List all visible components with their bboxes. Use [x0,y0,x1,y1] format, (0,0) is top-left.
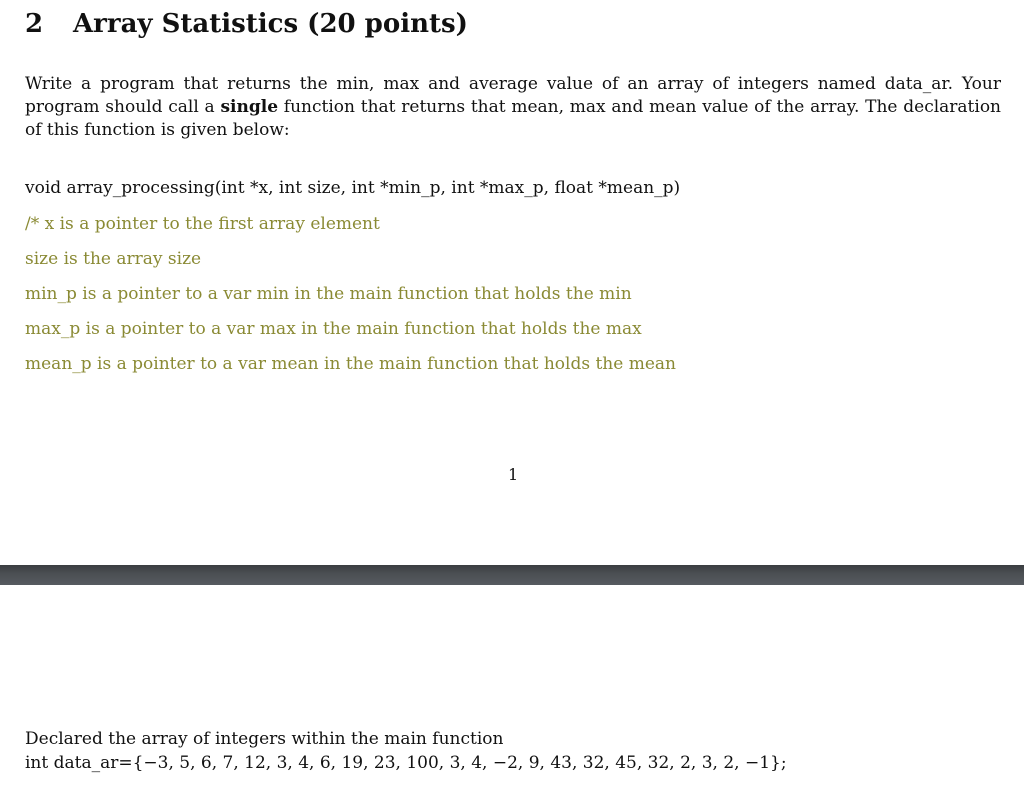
page-divider [0,565,1024,585]
section-title: Array Statistics (20 points) [73,9,468,39]
problem-description [25,73,1001,142]
array-declaration-note: Declared the array of integers within the main function [25,729,504,749]
description-text-1: Write a program that returns the min, max and average value of an array of integers named data_ar. Your program should call a [25,74,1001,117]
comment-line-2: size is the array size [25,249,202,269]
section-number: 2 [25,9,44,39]
description-bold-word: single [220,97,279,117]
array-declaration-code: int data_ar={−3, 5, 6, 7, 12, 3, 4, 6, 19, 23, 100, 3, 4, −2, 9, 43, 32, 45, 32, 2, 3, 2, −1}; [25,753,787,773]
description-text-2: function that returns that mean, max and mean value of the array. The declaration of this function is given below: [25,97,1002,140]
function-declaration: void array_processing(int *x, int size, int *min_p, int *max_p, float *mean_p) [25,178,681,198]
comment-line-1: /* x is a pointer to the first array element [25,214,380,234]
page-number: 1 [508,465,519,484]
comment-line-3: min_p is a pointer to a var min in the main function that holds the min [25,284,632,304]
comment-line-4: max_p is a pointer to a var max in the main function that holds the max [25,319,642,339]
comment-line-5: mean_p is a pointer to a var mean in the main function that holds the mean [25,354,676,374]
